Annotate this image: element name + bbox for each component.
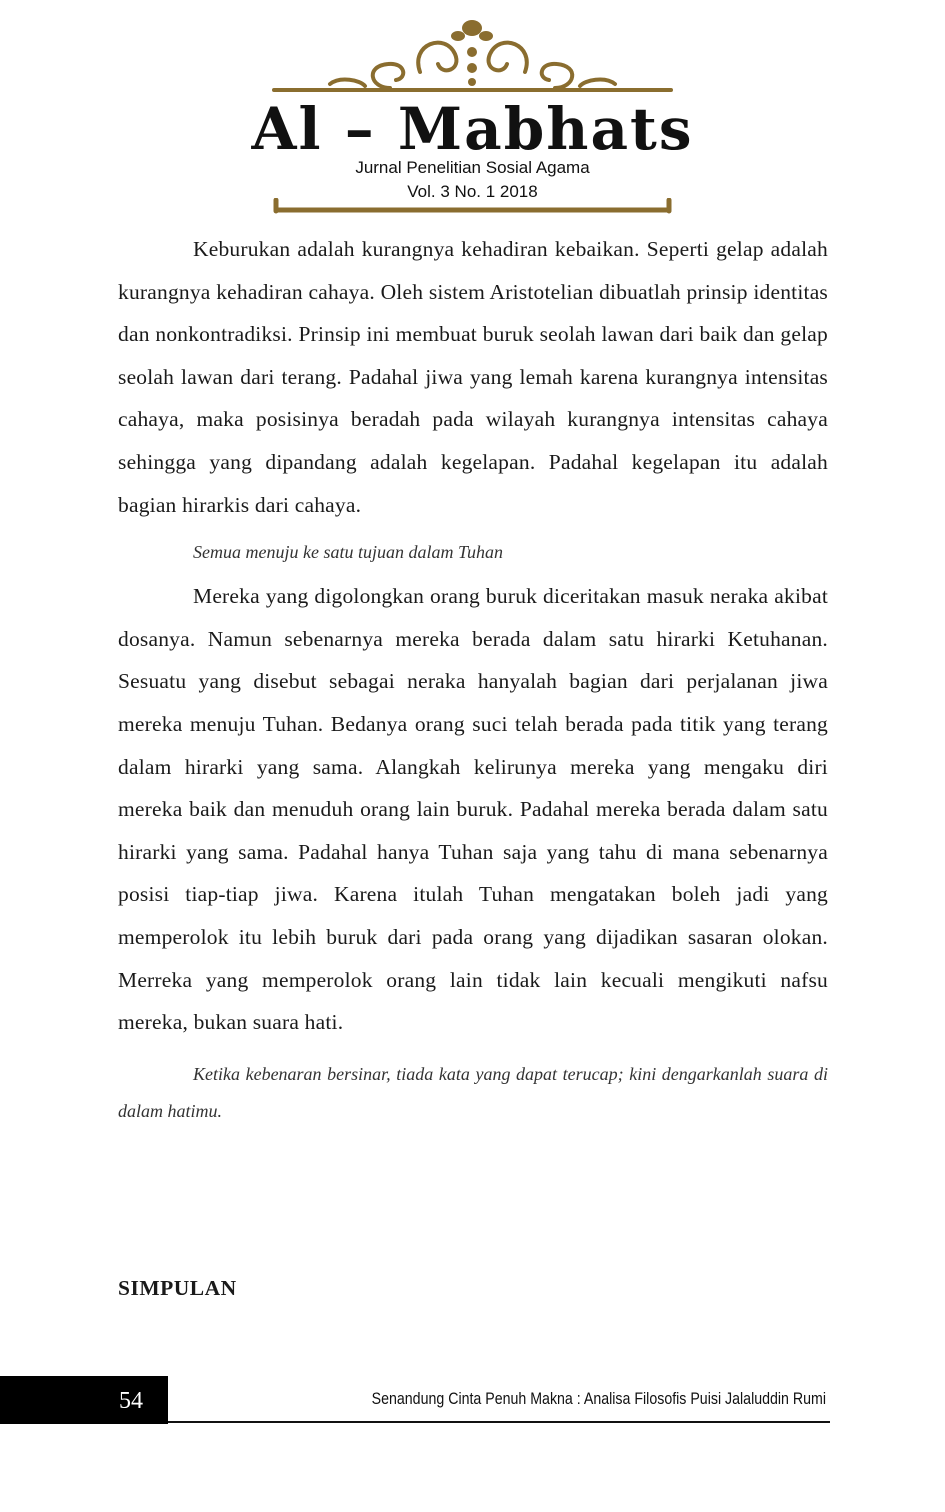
body-paragraph: Mereka yang digolongkan orang buruk diceritakan masuk neraka akibat dosanya. Namun sebenarnya mereka berada dalam satu hirarki Ketuhanan. Sesuatu yang disebut sebagai neraka hanyalah bagian dari perjalanan jiwa mereka menuju Tuhan. Bedanya orang suci telah berada pada titik yang terang dalam hirarki yang sama. Alangkah kelirunya mereka yang mengaku diri mereka baik dan menuduh orang lain buruk. Padahal mereka berada dalam satu hirarki yang sama. Padahal hanya Tuhan saja yang tahu di mana sebenarnya posisi tiap-tiap jiwa. Karena itulah Tuhan mengatakan boleh jadi yang memperolok itu lebih buruk dari pada orang yang dijadikan sasaran olokan. Merreka yang memperolok orang lain tidak lain kecuali mengikuti nafsu mereka, bukan suara hati.	[118, 584, 828, 1035]
quote-line: Semua menuju ke satu tujuan dalam Tuhan	[193, 542, 503, 563]
bracket-ornament-icon	[270, 198, 675, 216]
running-title: Senandung Cinta Penuh Makna : Analisa Filosofis Puisi Jalaluddin Rumi	[371, 1390, 826, 1408]
footer-rule	[168, 1421, 830, 1423]
article-body	[118, 228, 828, 1130]
ornament-icon	[270, 14, 675, 94]
journal-header	[0, 0, 945, 220]
journal-name: Al – Mabhats	[251, 95, 694, 163]
journal-subtitle: Jurnal Penelitian Sosial Agama	[355, 158, 590, 177]
journal-volume: Vol. 3 No. 1 2018	[407, 182, 538, 201]
page-number: 54	[119, 1388, 143, 1414]
section-heading: SIMPULAN	[118, 1276, 237, 1300]
quote-line: Ketika kebenaran bersinar, tiada kata yang dapat terucap; kini dengarkanlah suara di dalam hatimu.	[118, 1063, 828, 1121]
body-paragraph: Keburukan adalah kurangnya kehadiran kebaikan. Seperti gelap adalah kurangnya kehadiran cahaya. Oleh sistem Aristotelian dibuatlah prinsip identitas dan nonkontradiksi. Prinsip ini membuat buruk seolah lawan dari baik dan gelap seolah lawan dari terang. Padahal jiwa yang lemah karena kurangnya intensitas cahaya, maka posisinya beradah pada wilayah kurangnya intensitas cahaya sehingga yang dipandang adalah kegelapan. Padahal kegelapan itu adalah bagian hirarkis dari cahaya.	[118, 237, 828, 517]
